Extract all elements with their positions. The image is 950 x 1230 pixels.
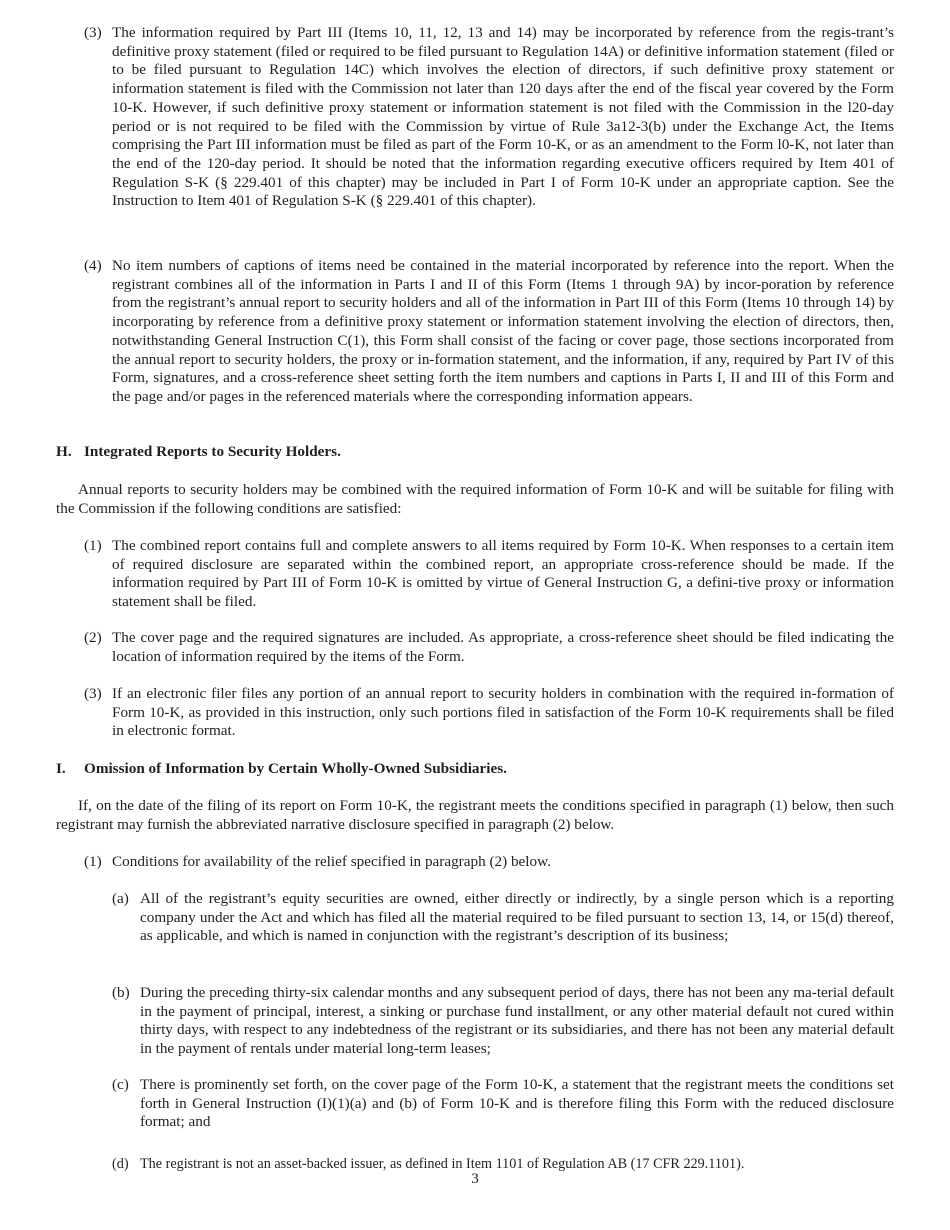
- item-text: The information required by Part III (Items 10, 11, 12, 13 and 14) may be incorporated by reference from the regis-trant’s definitive proxy statement (filed or required to be filed pursuant to Regulation 14A) or definitive information statement (filed or to be filed pursuant to Regulation 14C) which involves the election of directors, if such definitive proxy statement or information statement is filed with the Commission not later than 120 days after the end of the fiscal year covered by the Form 10-K. However, if such definitive proxy statement or information statement is not filed with the Commission in the l20-day period or is not required to be filed with the Commission by virtue of Rule 3a12-3(b) under the Exchange Act, the Items comprising the Part III information must be filed as part of the Form 10-K, or as an amendment to the Form l0-K, not later than the end of the 120-day period. It should be noted that the information regarding executive officers required by Item 401 of Regulation S-K (§ 229.401 of this chapter) may be included in Part I of Form 10-K under an appropriate caption. See the Instruction to Item 401 of Regulation S-K (§ 229.401 of this chapter).: [112, 24, 894, 210]
- item-number: (3): [84, 685, 102, 702]
- item-number: (a): [112, 890, 129, 907]
- item-text: If an electronic filer files any portion of an annual report to security holders in combination with the required in-formation of Form 10-K, as provided in this instruction, only such portions filed in satisfaction of the Form 10-K requirements shall be filed in electronic format.: [112, 685, 894, 740]
- item-number: (d): [112, 1156, 129, 1172]
- item-text: There is prominently set forth, on the cover page of the Form 10-K, a statement that the registrant meets the conditions set forth in General Instruction (I)(1)(a) and (b) of Form 10-K and is therefore filing this Form with the reduced disclosure format; and: [140, 1076, 894, 1131]
- sub-item-c: [112, 1076, 894, 1132]
- sub-item-b: [112, 984, 894, 1059]
- sub-item-a: [112, 890, 894, 946]
- item-text: The combined report contains full and complete answers to all items required by Form 10-K. When responses to a certain item of required disclosure are separated within the combined report, an appropriate cross-reference should be made. If the information required by Part III of Form 10-K is omitted by virtue of General Instruction G, a defini-tive proxy or information statement shall be filed.: [112, 537, 894, 611]
- list-item-h2: [84, 629, 894, 666]
- section-heading-i: [56, 760, 507, 779]
- item-text: The registrant is not an asset-backed issuer, as defined in Item 1101 of Regulation AB (17 CFR 229.1101).: [140, 1156, 745, 1172]
- item-number: (3): [84, 24, 102, 41]
- item-number: (c): [112, 1076, 129, 1093]
- item-text: No item numbers of captions of items need be contained in the material incorporated by reference into the report. When the registrant combines all of the information in Parts I and II of this Form (Items 1 through 9A) by incor-poration by reference from the registrant’s annual report to security holders and all of the information in Part III of this Form (Items 10 through 14) by incorporating by reference from a definitive proxy statement or information statement involving the election of directors, then, notwithstanding General Instruction C(1), this Form shall consist of the facing or cover page, those sections incorporated from the annual report to security holders, the proxy or in-formation statement, and the information, if any, required by Part IV of this Form, signatures, and a cross-reference sheet setting forth the item numbers and captions in Parts I, II and III of this Form and the page and/or pages in the referenced materials where the corresponding information appears.: [112, 257, 894, 405]
- item-text: All of the registrant’s equity securities are owned, either directly or indirectly, by a single person which is a reporting company under the Act and which has filed all the material required to be filed pursuant to section 13, 14, or 15(d) thereof, as applicable, and which is named in conjunction with the registrant’s description of its business;: [140, 890, 894, 945]
- section-title: Omission of Information by Certain Wholly-Owned Subsidiaries.: [84, 760, 507, 777]
- list-item-g3: [84, 24, 894, 211]
- section-letter: H.: [56, 443, 72, 460]
- section-letter: I.: [56, 760, 66, 777]
- list-item-h3: [84, 685, 894, 741]
- item-number: (2): [84, 629, 102, 646]
- item-text: The cover page and the required signatures are included. As appropriate, a cross-reference sheet should be filed indicating the location of information required by the items of the Form.: [112, 629, 894, 665]
- section-heading-h: [56, 443, 341, 462]
- list-item-i1: [84, 853, 894, 872]
- list-item-h1: [84, 537, 894, 612]
- section-title: Integrated Reports to Security Holders.: [84, 443, 341, 460]
- item-text: During the preceding thirty-six calendar months and any subsequent period of days, there has not been any ma-terial default in the payment of principal, interest, a sinking or purchase fund installment, or any other material default not cured within thirty days, with respect to any indebtedness of the registrant or its subsidiaries, and there has not been any material default in the payment of rentals under material long-term leases;: [140, 984, 894, 1058]
- item-number: (1): [84, 853, 102, 870]
- item-number: (b): [112, 984, 130, 1001]
- section-h-intro: Annual reports to security holders may be combined with the required information of Form 10-K and will be suitable for filing with the Commission if the following conditions are satisfied:: [56, 481, 894, 517]
- item-number: (4): [84, 257, 102, 274]
- page-number: 3: [471, 1170, 479, 1187]
- item-text: Conditions for availability of the relief specified in paragraph (2) below.: [112, 853, 551, 870]
- section-i-intro: If, on the date of the filing of its report on Form 10-K, the registrant meets the conditions specified in paragraph (1) below, then such registrant may furnish the abbreviated narrative disclosure specified in paragraph (2) below.: [56, 797, 894, 833]
- item-number: (1): [84, 537, 102, 554]
- list-item-g4: [84, 257, 894, 407]
